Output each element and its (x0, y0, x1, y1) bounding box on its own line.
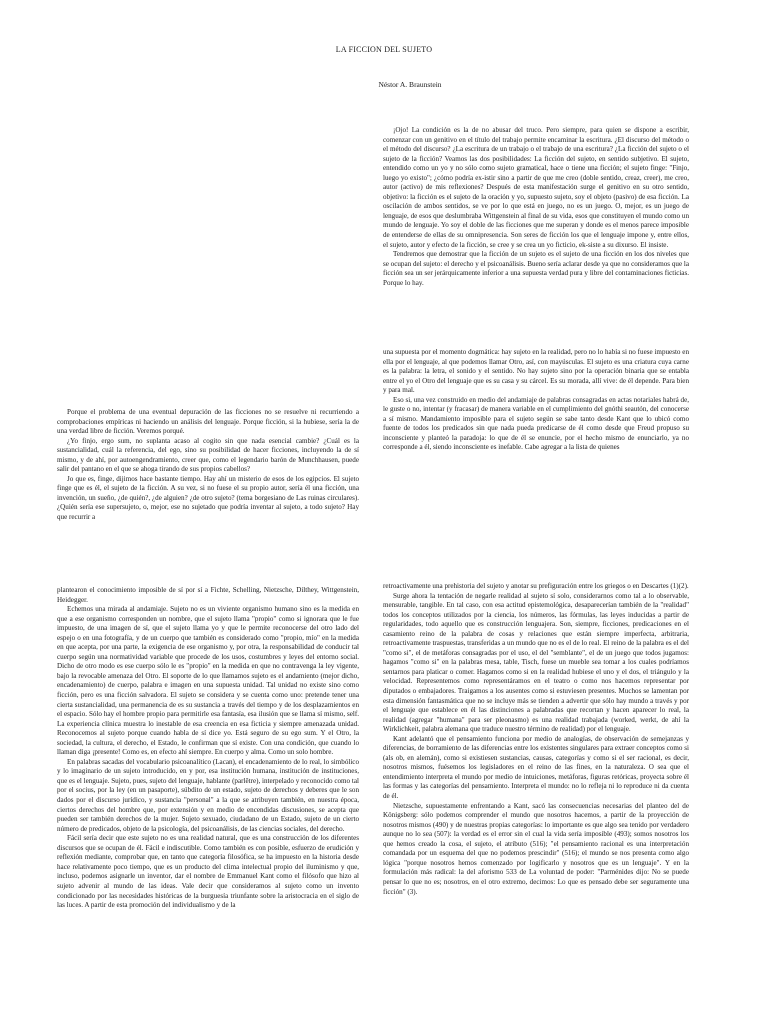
paragraph: Nietzsche, supuestamente enfrentando a Kant, sacó las consecuencias necesarias del planteo del de Königsberg: sólo podemos comprender el mundo que nosotros hacemos, a partir de la proyección de nosotros mismos (490) y de nuestras propias categorías: lo importante es que algo sea tenido por verdadero aunque no lo sea (507): la verdad es el error sin el cual la vida sería imposible (493); somos nosotros los que hemos creado la cosa, el sujeto, el atributo (516); "el pensamiento racional es una interpretación comandada por un esquema del que no podemos prescindir" (516); el mundo se nos presenta como algo lógica "porque nosotros hemos comenzado por logificarlo y nosotros que es un lenguaje". Y en la formulación más radical: la del aforismo 533 de La voluntad de poder: "Parménides dijo: No se puede pensar lo que no es; nosotros, en el otro extremo, decimos: Lo que es pensado debe ser seguramente una ficción" (3). (383, 801, 689, 896)
text-block-left-bottom (57, 586, 359, 1024)
paragraph: Eso si, una vez construido en medio del andamiaje de palabras consagradas en actas notariales habrá de, le guste o no, intentar (y fracasar) de manera variable en el cumplimiento del gnóthi seautón, del conocerse a sí mismo. Mandamiento imposible para el sujeto según se sabe tanto desde Kant que lo ubicó como fuente de todos los predicados sin que nada pueda predicarse de él como desde que Freud propuso su inconsciente y planteó la paradoja: lo que de él se enuncie, por el hecho mismo de enunciarlo, ya no corresponde a él, siendo inconsciente es inefable. Cabe agregar a la lista de quienes (383, 395, 689, 452)
text-block-right-bottom (383, 582, 689, 1024)
paragraph: Jo que es, finge, dijimos hace bastante tiempo. Hay ahí un misterio de esos de los egipcios. El sujeto finge que es él, el sujeto de la ficción. A su vez, si no fuese el su propio autor, sería él una ficción, una invención, un sueño, ¿de quién?, ¿de alguien? ¿de otro sujeto? (tema borgesiano de Las ruinas circulares). ¿Quién sería ese supersujeto, o, mejor, ese no sujetado que podría inventar al sujeto, a todo sujeto? Hay que recurrir a (57, 474, 359, 522)
paragraph: ¿Yo finjo, ergo sum, no suplanta acaso al cogito sin que nada esencial cambie? ¿Cuál es la sustancialidad, cuál la referencia, del ego, sino su posibilidad de hacer ficciones, incluyendo la de sí mismo, y de ahí, por autoengendramiento, creer que, como el legendario barón de Munchhausen, puede salir del pantano en el que se ahoga tirando de sus propios cabellos? (57, 436, 359, 474)
text-block-right-middle (383, 348, 689, 518)
paragraph: ¡Ojo! La condición es la de no abusar del truco. Pero siempre, para quien se dispone a escribir, comenzar con un genitivo en el título del trabajo permite encaminar la escritura. ¿El discurso del método o el método del discurso? ¿La escritura de un trabajo o el trabajo de una escritura? ¿La ficción del sujeto o el sujeto de la ficción? Veamos las dos posibilidades: La ficción del sujeto, en sentido subjetivo. El sujeto, entendido como un yo y no sólo como sujeto gramatical, hace o tiene una ficción; el sujeto finge: "Finjo, luego yo existo"; ¿cómo podría ex-istir sino a partir de que me creo (doble sentido, creaz, creer), me creo, autor (activo) de mis reflexiones? Después de esta manifestación surge el genitivo en su otro sentido, objetivo: la ficción es el sujeto de la oración y yo, supuesto sujeto, soy el objeto (pasivo) de esa ficción. La oscilación de ambos sentidos, se ve por lo que está en juego, no es un juego. O, mejor, es un juego de lenguaje, de esos que deslumbraba Wittgenstein al final de su vida, esos que constituyen el mundo como un mundo de lenguaje. Yo soy el doble de las ficciones que me superan y donde es el menos parece imposible de entenderse de ellas de su omnipresencia. Son seres de ficción los que el lenguaje impone y, entre ellos, el sujeto, autor y efecto de la ficción, se cree y se crea un yo ficticio, ek-siste a su dixurso. El insiste. (383, 126, 689, 249)
paragraph: Echemos una mirada al andamiaje. Sujeto no es un viviente organismo humano sino es la medida en que a ese organismo corresponden un nombre, que el sujeto llama "propio" como si ignorara que le fue impuesto, de una imagen de sí, que el sujeto llama yo y que le permite reconocerse del otro lado del espejo o en una fotografía, y de un cuerpo que también es considerado como "propio, mío" en la medida en que acepta, por una parte, la exigencia de ese organismo y, por otra, la responsabilidad de conducir tal cuerpo según una normatividad variable que procede de los usos, costumbres y leyes del entorno social. Dicho de otro modo es ese cuerpo sólo le es "propio" en la medida en que no contravenga la ley vigente, bajo la revocable amenaza del Otro. El soporte de lo que llamamos sujeto es el andamiento (mejor dicho, encadenamiento) de cuerpo, palabra e imagen en una supuesta unidad. Tal unidad no existe sino como ficción, pero es una ficción salvadora. El sujeto se considera y se cuenta como uno: pretende tener una cierta sustancialidad, una permanencia de es su sustancia a través del tiempo y de los desplazamientos en el espacio. Sólo hay el hombre propio para permitirle esa fantasía, esa ilusión que se llama sí mismo, self. La experiencia clínica muestra lo inestable de esa creencia en esa ficticia y siempre amenazada unidad. Reconocemos al sujeto porque cuando habla de sí dice yo. Está seguro de su ego sum. Y el Otro, la sociedad, la cultura, el derecho, el Estado, le confirman que sí existe. Con una condición, que cuando lo llaman diga ¡presente! Como es, en efecto ahí siempre. En cuerpo y alma. Como un solo hombre. (57, 605, 359, 757)
document-author: Néstor A. Braunstein (378, 80, 442, 89)
paragraph: Tendremos que demostrar que la ficción de un sujeto es el sujeto de una ficción en los dos niveles que se ocupan del sujeto: el derecho y el psicoanálisis. Bueno sería aclarar desde ya que no consideramos que la ficción sea un ser jerárquicamente inferior a una supuesta verdad pura y libre del contaminaciones ficticias. Porque lo hay. (383, 250, 689, 287)
document-title: LA FICCION DEL SUJETO (335, 45, 433, 54)
paragraph: Surge ahora la tentación de negarle realidad al sujeto sí solo, considerarnos como tal a lo observable, mensurable, tangible. En tal caso, con esa actitud epistemológica, desaparecerían también de la "realidad" todos los conceptos utilizados por la ciencia, los números, las fórmulas, las leyes inducidas a partir de regularidades, todo aquello que es construcción lenguajera. Son, siempre, ficciones, predicaciones en el casamiento reino de la palabra de cosas y relaciones que están siempre imperfecta, arbitraria, retroactivamente traspuestas, transferidas a un mundo que no es el de lo real. El reino de la palabra es el del "como si", el de metáforas consagradas por el uso, el del "semblante", el de un juego que todos jugamos: hagamos "como si" en la palabras mesa, table, Tisch, fuese un mueble sea tomar a los cuales podríamos sentarnos para platicar o comer. Hagamos como si en la realidad hubiese el uno y el dos, el triángulo y la velocidad. Representemos como representáramos en el teatro o como nos hacemos representar por diputados o embajadores. Traigamos a los ausentes como si estuviesen presentes. Muchos se lamentan por esta dimensión fantasmática que no se incluye más se tienden a advertir que sólo hay mundo a través y por el lenguaje que establece en él las distinciones a palabradas que recortan y hacen aparecer lo real, la realidad (agregar "humana" para ser pleonasmo) es una realidad trabajada (worked, werkt, de ahí la Wirklichkeit, palabra alemana que traduce nuestro término de realidad) por el lenguaje. (383, 591, 689, 734)
text-block-right-top (383, 126, 689, 354)
paragraph: Kant adelantó que el pensamiento funciona por medio de analogías, de observación de semejanzas y diferencias, de borramiento de las diferencias entre los existentes singulares para extraer conceptos como si (als ob, en alemán), como si existiesen sustancias, causas, categorías y como si el ser racional, es decir, nosotros mismos, fuésemos los legisladores en el reino de las fines, en la naturaleza. O sea que el entendimiento interpreta el mundo por medio de intuiciones, metáforas, figuras retóricas, proyecta sobre él las formas y las categorías del pensamiento. Interpreta el mundo: no lo refleja ni lo reproduce ni da cuenta de él. (383, 734, 689, 801)
paragraph: retroactivamente una prehistoria del sujeto y anotar su prefiguración entre los griegos o en Descartes (1)(2). (383, 582, 689, 590)
text-block-left-middle (57, 408, 359, 522)
paragraph: una supuesta por el momento dogmática: hay sujeto en la realidad, pero no lo había si no fuese impuesto en ella por el lenguaje, al que podemos llamar Otro, así, con mayúsculas. El sujeto es una criatura cuya carne es la palabra: la letra, el sonido y el sentido. No hay sujeto sino por la operación binaria que se entabla entre el yo el Otro del lenguaje que es su casa y su cárcel. Es su morada, allí vive: de él depende. Para bien y para mal. (383, 348, 689, 395)
paragraph: plantearon el conocimiento imposible de sí por sí a Fichte, Schelling, Nietzsche, Dilthey, Wittgenstein, Heidegger. (57, 586, 359, 604)
paragraph: Fácil sería decir que este sujeto no es una realidad natural, que es una construcción de los diferentes discursos que se ocupan de él. Fácil e indiscutible. Como también es con posible, esfuerzo de erudición y reflexión mediante, comprobar que, en tanto que categoría filosófica, se ha impuesto en la historia desde hace relativamente poco tiempo, que es un producto del clima intelectual propio del iluminismo y que, incluso, podemos asignarle un inventor, dar el nombre de Emmanuel Kant como el filósofo que hizo al sujeto advenir al mundo de las ideas. Vale decir que consideramos al sujeto como un invento condicionado por las necesidades históricas de la burguesía triunfante sobre la aristocracia en el siglo de las luces. A partir de esta promoción del individualismo y de la (57, 834, 359, 910)
paragraph: En palabras sacadas del vocabulario psicoanalítico (Lacan), el encadenamiento de lo real, lo simbólico y lo imaginario de un sujeto introducido, en y por, esa institución humana, institución de instituciones, que es el lenguaje. Sujeto, pues, sujeto del lenguaje, hablante (parlêtre), interpelado y reconocido como tal por el socius, por la ley (en un pasaporte), súbdito de un estado, sujeto de derechos y deberes que le son dados por el discurso jurídico, y sustancia "personal" a la que se atribuyen también, en nuestra época, ciertos derechos del hombre que, por extensión y en medio de encendidas discusiones, se acepta que pueden ser también derechos de la mujer. Sujeto sexuado, ciudadano de un Estado, sujeto de un cierto número de predicados, objeto de la psicología, del psicoanálisis, de las ciencias sociales, del derecho. (57, 757, 359, 833)
paragraph: Porque el problema de una eventual depuración de las ficciones no se resuelve ni recurriendo a comprobaciones empíricas ni haciendo un análisis del lenguaje. Porque ficción, si la hubiese, sería la de una verdad libre de ficción. Veremos porqué. (57, 408, 359, 436)
